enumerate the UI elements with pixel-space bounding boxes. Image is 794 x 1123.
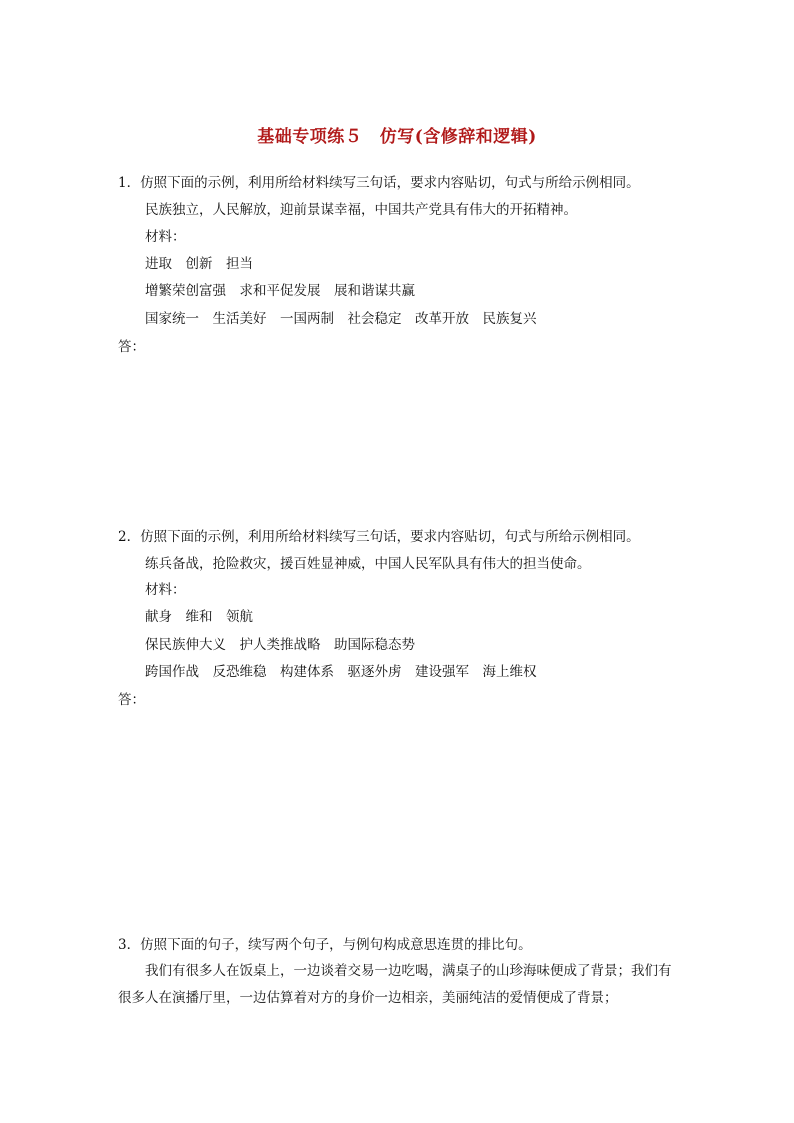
question-2-material-2: 保民族伸大义 护人类推战略 助国际稳态势 xyxy=(145,637,415,653)
question-1-material-label: 材料： xyxy=(145,229,186,245)
question-1-answer-label: 答： xyxy=(118,339,145,355)
question-2-material-label: 材料： xyxy=(145,582,186,598)
question-3-example: 我们有很多人在饭桌上，一边谈着交易一边吃喝，满桌子的山珍海味便成了背景；我们有很多人在演播厅里，一边估算着对方的身价一边相亲，美丽纯洁的爱情便成了背景； xyxy=(118,963,672,1006)
page-title: 基础专项练５ 仿写(含修辞和逻辑) xyxy=(257,127,537,147)
question-1-prompt: 1．仿照下面的示例，利用所给材料续写三句话，要求内容贴切，句式与所给示例相同。 xyxy=(118,175,640,191)
question-1-material-3: 国家统一 生活美好 一国两制 社会稳定 改革开放 民族复兴 xyxy=(145,311,537,327)
question-2-prompt: 2．仿照下面的示例，利用所给材料续写三句话，要求内容贴切，句式与所给示例相同。 xyxy=(118,529,640,545)
question-1-material-1: 进取 创新 担当 xyxy=(145,256,253,272)
question-1-material-2: 增繁荣创富强 求和平促发展 展和谐谋共赢 xyxy=(145,283,415,299)
question-1-example: 民族独立，人民解放，迎前景谋幸福，中国共产党具有伟大的开拓精神。 xyxy=(145,202,577,218)
question-2-material-3: 跨国作战 反恐维稳 构建体系 驱逐外虏 建设强军 海上维权 xyxy=(145,664,537,680)
question-2-example: 练兵备战，抢险救灾，援百姓显神威，中国人民军队具有伟大的担当使命。 xyxy=(145,556,591,572)
question-3-prompt: 3．仿照下面的句子，续写两个句子，与例句构成意思连贯的排比句。 xyxy=(118,937,532,953)
question-2-material-1: 献身 维和 领航 xyxy=(145,609,253,625)
question-2-answer-label: 答： xyxy=(118,692,145,708)
